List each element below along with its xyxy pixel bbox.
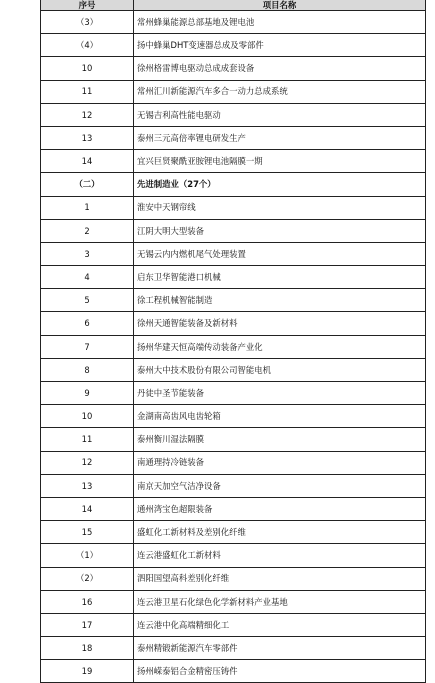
- project-name-cell: 金湖南高齿风电齿轮箱: [134, 405, 426, 428]
- project-name-cell: 无锡吉利高性能电驱动: [134, 103, 426, 126]
- project-name-cell: 无锡云内内燃机尾气处理装置: [134, 242, 426, 265]
- project-name-cell: 泰州精锻新能源汽车零部件: [134, 637, 426, 660]
- project-name-cell: 扬中蜂巢DHT变速器总成及零部件: [134, 34, 426, 57]
- project-name-cell: 泰州大中技术股份有限公司智能电机: [134, 358, 426, 381]
- table-row: [41, 405, 426, 428]
- header-project-name: 项目名称: [134, 0, 426, 11]
- project-name-cell: 扬州嵘泰铝合金精密压铸件: [134, 660, 426, 683]
- table-row: [41, 474, 426, 497]
- table-row: [41, 382, 426, 405]
- serial-number-cell: 12: [41, 103, 134, 126]
- project-name-cell: 常州汇川新能源汽车多合一动力总成系统: [134, 80, 426, 103]
- project-name-cell: 泰州三元高倍率锂电研发生产: [134, 126, 426, 149]
- project-list-page: [40, 0, 426, 683]
- project-name-cell: 常州蜂巢能源总部基地及锂电池: [134, 11, 426, 34]
- section-row: [41, 173, 426, 196]
- project-name-cell: 江阴大明大型装备: [134, 219, 426, 242]
- project-name-cell: 宜兴巨贤聚酰亚胺锂电池隔膜一期: [134, 150, 426, 173]
- serial-number-cell: 11: [41, 80, 134, 103]
- table-row: [41, 660, 426, 683]
- table-row: [41, 544, 426, 567]
- project-name-cell: 启东卫华智能港口机械: [134, 266, 426, 289]
- table-row: [41, 242, 426, 265]
- table-row: [41, 266, 426, 289]
- table-row: [41, 451, 426, 474]
- serial-number-cell: 4: [41, 266, 134, 289]
- serial-number-cell: 18: [41, 637, 134, 660]
- project-name-cell: 连云港卫星石化绿色化学新材料产业基地: [134, 590, 426, 613]
- serial-number-cell: 15: [41, 521, 134, 544]
- serial-number-cell: （4）: [41, 34, 134, 57]
- project-name-cell: 连云港中化高端精细化工: [134, 613, 426, 636]
- table-row: [41, 613, 426, 636]
- serial-number-cell: 8: [41, 358, 134, 381]
- table-row: [41, 335, 426, 358]
- serial-number-cell: 2: [41, 219, 134, 242]
- table-row: [41, 196, 426, 219]
- serial-number-cell: （3）: [41, 11, 134, 34]
- table-row: [41, 358, 426, 381]
- table-row: [41, 34, 426, 57]
- serial-number-cell: 10: [41, 57, 134, 80]
- serial-number-cell: 14: [41, 497, 134, 520]
- serial-number-cell: 1: [41, 196, 134, 219]
- serial-number-cell: 11: [41, 428, 134, 451]
- project-name-cell: 连云港盛虹化工新材料: [134, 544, 426, 567]
- table-row: [41, 637, 426, 660]
- project-name-cell: 南通理持冷链装备: [134, 451, 426, 474]
- serial-number-cell: （2）: [41, 567, 134, 590]
- project-name-cell: 徐州格雷博电驱动总成成套设备: [134, 57, 426, 80]
- serial-number-cell: （二）: [41, 173, 134, 196]
- serial-number-cell: 6: [41, 312, 134, 335]
- project-table: [40, 0, 426, 683]
- project-name-cell: 盛虹化工新材料及差别化纤维: [134, 521, 426, 544]
- table-row: [41, 312, 426, 335]
- serial-number-cell: 13: [41, 126, 134, 149]
- table-row: [41, 590, 426, 613]
- table-row: [41, 150, 426, 173]
- serial-number-cell: 3: [41, 242, 134, 265]
- serial-number-cell: 13: [41, 474, 134, 497]
- serial-number-cell: 5: [41, 289, 134, 312]
- table-row: [41, 11, 426, 34]
- serial-number-cell: 12: [41, 451, 134, 474]
- project-name-cell: 徐工程机械智能制造: [134, 289, 426, 312]
- table-row: [41, 57, 426, 80]
- serial-number-cell: 9: [41, 382, 134, 405]
- table-row: [41, 497, 426, 520]
- table-row: [41, 103, 426, 126]
- serial-number-cell: （1）: [41, 544, 134, 567]
- table-row: [41, 521, 426, 544]
- project-name-cell: 扬州华建天恒高端传动装备产业化: [134, 335, 426, 358]
- table-row: [41, 80, 426, 103]
- project-name-cell: 先进制造业（27个）: [134, 173, 426, 196]
- serial-number-cell: 19: [41, 660, 134, 683]
- header-serial-number: 序号: [41, 0, 134, 11]
- project-name-cell: 丹徒中圣节能装备: [134, 382, 426, 405]
- project-name-cell: 南京天加空气洁净设备: [134, 474, 426, 497]
- serial-number-cell: 10: [41, 405, 134, 428]
- project-name-cell: 泰州衡川湿法隔膜: [134, 428, 426, 451]
- table-row: [41, 289, 426, 312]
- serial-number-cell: 16: [41, 590, 134, 613]
- table-row: [41, 428, 426, 451]
- project-name-cell: 通州湾宝色超限装备: [134, 497, 426, 520]
- project-name-cell: 徐州天通智能装备及新材料: [134, 312, 426, 335]
- serial-number-cell: 7: [41, 335, 134, 358]
- project-name-cell: 泗阳国望高科差别化纤维: [134, 567, 426, 590]
- table-header-row: [41, 0, 426, 11]
- project-name-cell: 淮安中天钢帘线: [134, 196, 426, 219]
- table-row: [41, 126, 426, 149]
- table-row: [41, 567, 426, 590]
- table-row: [41, 219, 426, 242]
- serial-number-cell: 14: [41, 150, 134, 173]
- serial-number-cell: 17: [41, 613, 134, 636]
